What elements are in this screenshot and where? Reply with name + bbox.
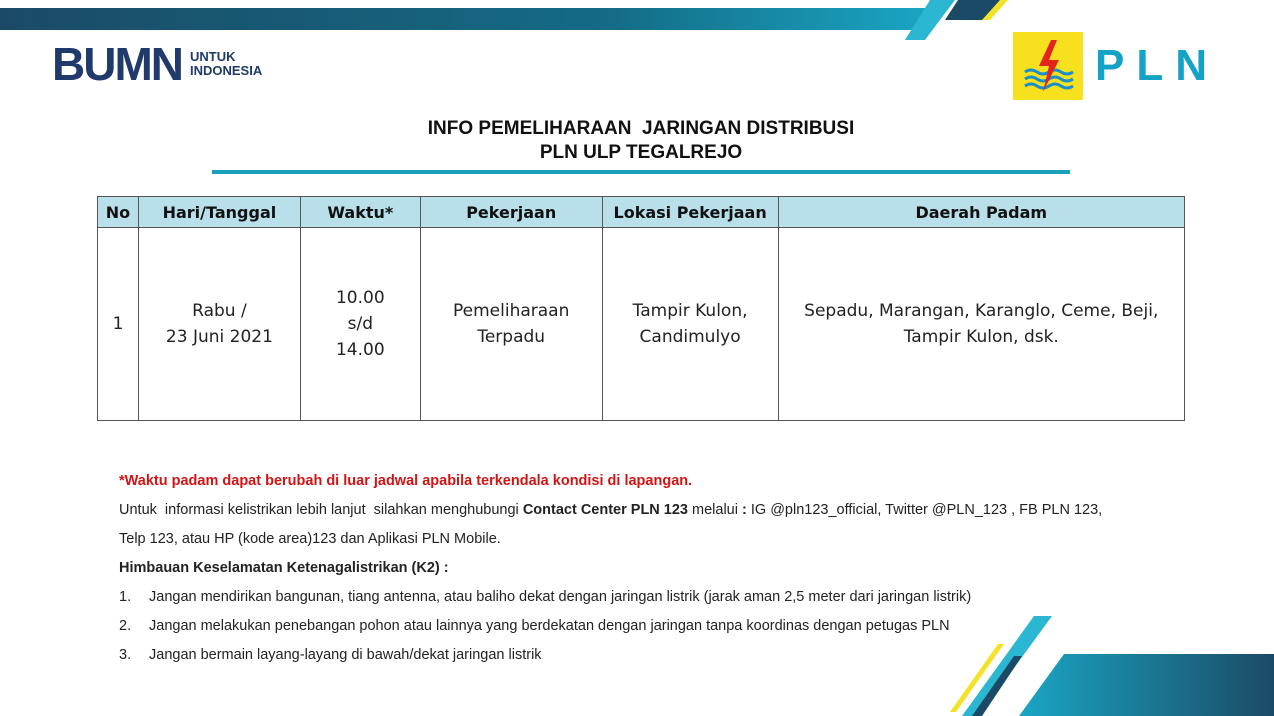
bottom-corner-decoration	[934, 616, 1274, 716]
contact-info: Untuk informasi kelistrikan lebih lanjut silahkan menghubungi Contact Center PLN 123 melalui : IG @pln123_official, Twitter @PLN_123 , FB PLN 123,	[119, 502, 1103, 518]
column-header-time: Waktu*	[300, 197, 420, 228]
column-header-location: Lokasi Pekerjaan	[602, 197, 778, 228]
list-item: 3. Jangan bermain layang-layang di bawah/dekat jaringan listrik	[119, 647, 542, 663]
column-header-no: No	[98, 197, 139, 228]
table-row	[98, 228, 1185, 421]
pln-lightning-icon	[1013, 32, 1083, 100]
column-header-date: Hari/Tanggal	[138, 197, 300, 228]
maintenance-schedule-table	[97, 196, 1185, 421]
safety-heading: Himbauan Keselamatan Ketenagalistrikan (K2) :	[119, 560, 449, 576]
cell-work: Pemeliharaan Terpadu	[420, 228, 602, 421]
column-header-work: Pekerjaan	[420, 197, 602, 228]
page-title: INFO PEMELIHARAAN JARINGAN DISTRIBUSI	[427, 118, 855, 139]
pln-logo	[1013, 32, 1219, 100]
cell-outage-area: Sepadu, Marangan, Karanglo, Ceme, Beji, Tampir Kulon, dsk.	[778, 228, 1184, 421]
bumn-logo-mark: BUMN	[52, 38, 182, 90]
list-item: 2. Jangan melakukan penebangan pohon atau lainnya yang berdekatan dengan jaringan tanpa koordinas dengan petugas PLN	[119, 618, 950, 634]
contact-center-name: Contact Center PLN 123	[522, 502, 688, 518]
cell-time: 10.00 s/d 14.00	[300, 228, 420, 421]
list-item: 1. Jangan mendirikan bangunan, tiang antenna, atau baliho dekat dengan jaringan listrik (jarak aman 2,5 meter dari jaringan listrik)	[119, 589, 972, 605]
cell-location: Tampir Kulon, Candimulyo	[602, 228, 778, 421]
title-divider	[212, 170, 1070, 174]
schedule-warning: *Waktu padam dapat berubah di luar jadwal apabila terkendala kondisi di lapangan.	[119, 473, 693, 489]
bumn-logo	[52, 38, 263, 90]
page-subtitle: PLN ULP TEGALREJO	[539, 142, 743, 163]
bumn-logo-subtitle: UNTUK INDONESIA	[189, 49, 263, 78]
cell-no: 1	[98, 228, 139, 421]
pln-logo-text: PLN	[1095, 41, 1219, 90]
column-header-outage-area: Daerah Padam	[778, 197, 1184, 228]
contact-info-continued: Telp 123, atau HP (kode area)123 dan Aplikasi PLN Mobile.	[119, 531, 501, 547]
cell-date: Rabu / 23 Juni 2021	[138, 228, 300, 421]
table-header-row	[98, 197, 1185, 228]
